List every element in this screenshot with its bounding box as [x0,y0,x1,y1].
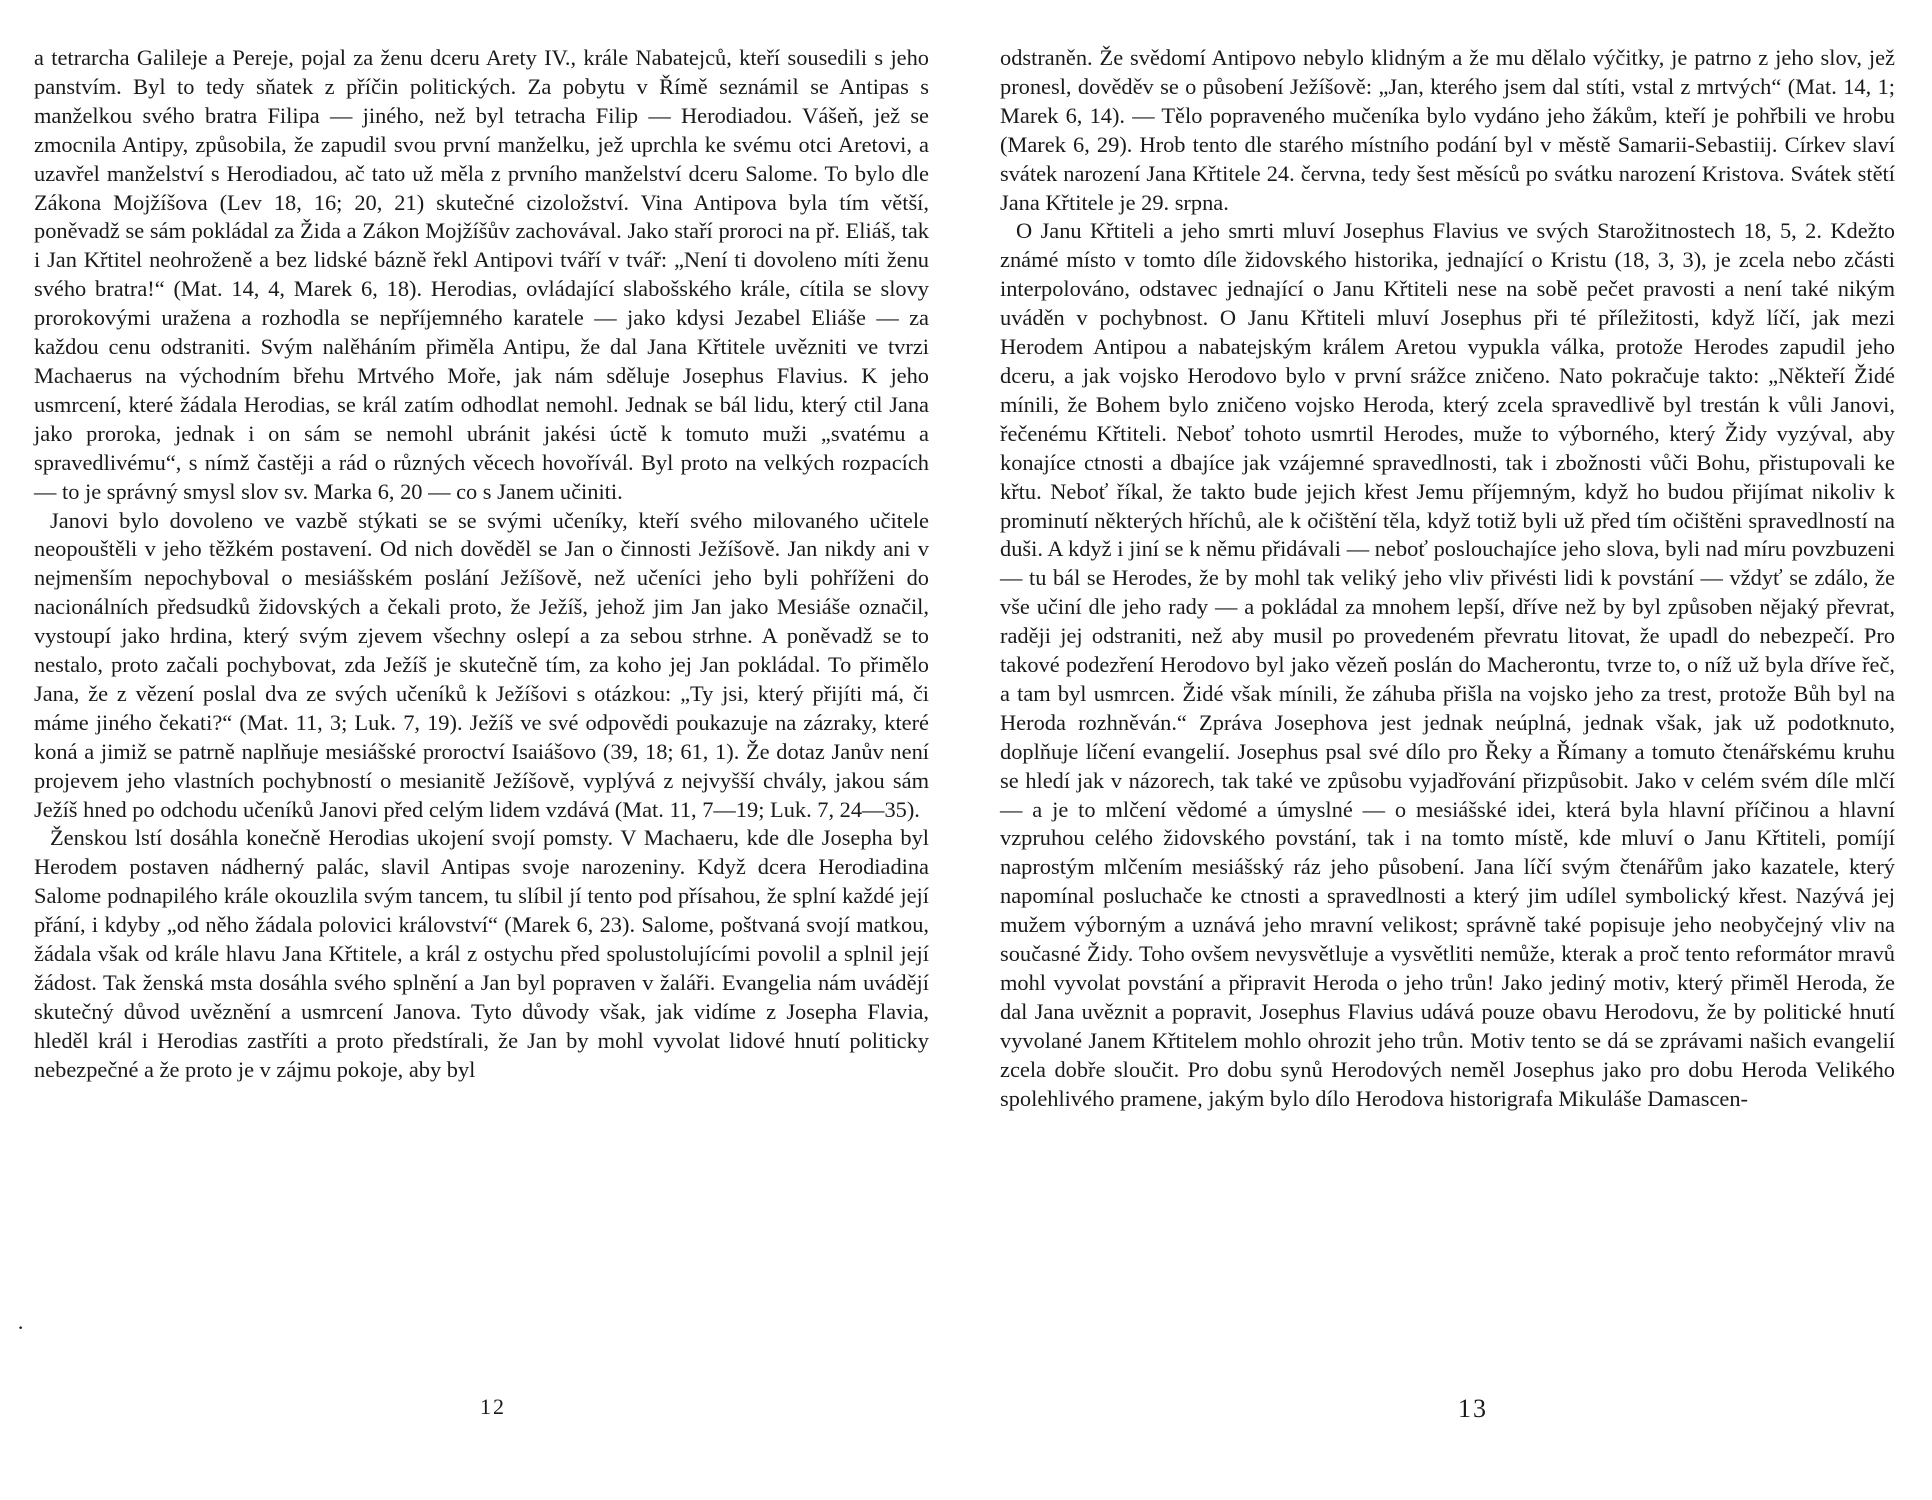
right-paragraph-1: odstraněn. Že svědomí Antipovo nebylo klidným a že mu dělalo výčitky, je patrno z jeho slov, jež pronesl, dověděv se o působení Ježíšově: „Jan, kterého jsem dal stíti, vstal z mrtvých“ (Mat. 14, 1; Marek 6, 14). — Tělo popraveného mučeníka bylo vydáno jeho žákům, kteří je pohřbili ve hrobu (Marek 6, 29). Hrob tento dle starého místního podání byl v městě Samarii-Sebastiij. Církev slaví svátek narození Jana Křtitele 24. června, tedy šest měsíců po svátku narození Kristova. Svátek stětí Jana Křtitele je 29. srpna. [1000,45,1895,215]
right-page [1000,44,1895,1114]
margin-dot-mark: · [17,1315,25,1340]
right-paragraph-2: O Janu Křtiteli a jeho smrti mluví Josephus Flavius ve svých Starožitnostech 18, 5, 2. Kdežto známé místo v tomto díle židovského historika, jednající o Kristu (18, 3, 3), je zcela nebo zčásti interpolováno, odstavec jednající o Janu Křtiteli nese na sobě pečet pravosti a není také nikým uváděn v pochybnost. O Janu Křtiteli mluví Josephus při té příležitosti, když líčí, jak mezi Herodem Antipou a nabatejským králem Aretou vypukla válka, protože Herodes zapudil jeho dceru, a jak vojsko Herodovo bylo v první srážce zničeno. Nato pokračuje takto: „Někteří Židé mínili, že Bohem bylo zničeno vojsko Heroda, který zcela spravedlivě byl trestán k vůli Janovi, řečenému Křtiteli. Neboť tohoto usmrtil Herodes, muže to výborného, který Židy vyzýval, aby konajíce ctnosti a dbajíce jak vzájemné spravedlnosti, tak i zbožnosti vůči Bohu, přistupovali ke křtu. Neboť říkal, že takto bude jejich křest Jemu příjemným, když ho budou přijímat nikoliv k prominutí některých hříchů, ale k očištění těla, když totiž byli už před tím očištěni spravedlností na duši. A když i jiní se k němu přidávali — neboť poslouchajíce jeho slova, byli nad míru povzbuzeni — tu bál se Herodes, že by mohl tak veliký jeho vliv přivésti lidi k povstání — vždyť se zdálo, že vše učiní dle jeho rady — a pokládal za mnohem lepší, dříve než by byl způsoben nějaký převrat, raději jej odstraniti, než aby musil po provedeném převratu litovat, že upadl do nebezpečí. Pro takové podezření Herodovo byl jako vězeň poslán do Macherontu, tvrze to, o níž už byla dříve řeč, a tam byl usmrcen. Židé však mínili, že záhuba přišla na vojsko jeho za trest, protože Bůh byl na Heroda rozhněván.“ Zpráva Josephova jest jednak neúplná, jednak však, jak už podotknuto, doplňuje líčení evangelií. Josephus psal své dílo pro Řeky a Římany a tomuto čtenářskému kruhu se hledí jak v názorech, tak také ve způsobu vyjadřování přizpůsobit. Jako v celém svém díle mlčí — a je to mlčení vědomé a úmyslné — o mesiášské idei, která byla hlavní příčinou a hlavní vzpruhou celého židovského povstání, tak i na tomto místě, kde mluví o Janu Křtiteli, pomíjí naprostým mlčením mesiášský ráz jeho působení. Jana líčí svým čtenářům jako kazatele, který napomínal posluchače ke ctnosti a spravedlnosti a který jim udílel symbolický křest. Nazývá jej mužem výborným a uznává jeho mravní velikost; správně také popisuje jeho neobyčejný vliv na současné Židy. Toho ovšem nevysvětluje a vysvětliti nemůže, kterak a proč tento reformátor mravů mohl vyvolat povstání a připravit Heroda o jeho trůn! Jako jediný motiv, který přiměl Heroda, že dal Jana uvěznit a popravit, Josephus Flavius udává pouze obavu Herodovu, že by politické hnutí vyvolané Janem Křtitelem mohlo ohrozit jeho trůn. Motiv tento se dá se zprávami našich evangelií zcela dobře sloučit. Pro dobu synů Herodových neměl Josephus jako pro dobu Heroda Velikého spolehlivého pramene, jakým bylo dílo Herodova historigrafa Mikuláše Damascen- [1000,218,1895,1111]
page-number-left: 12 [480,1394,506,1419]
left-paragraph-2: Janovi bylo dovoleno ve vazbě stýkati se se svými učeníky, kteří svého milovaného učitele neopouštěli v jeho těžkém postavení. Od nich dověděl se Jan o činnosti Ježíšově. Jan nikdy ani v nejmenším nepochyboval o mesiášském poslání Ježíšově, než učeníci jeho byli pohříženi do nacionálních předsudků židovských a čekali proto, že Ježíš, jehož jim Jan jako Mesiáše označil, vystoupí jako hrdina, který svým zjevem všechny oslepí a za sebou strhne. A poněvadž se to nestalo, proto začali pochybovat, zda Ježíš je skutečně tím, za koho jej Jan pokládal. To přimělo Jana, že z vězení poslal dva ze svých učeníků k Ježíšovi s otázkou: „Ty jsi, který přijíti má, či máme jiného čekati?“ (Mat. 11, 3; Luk. 7, 19). Ježíš ve své odpovědi poukazuje na zázraky, které koná a jimiž se patrně naplňuje mesiášské proroctví Isaiášovo (39, 18; 61, 1). Že dotaz Janův není projevem jeho vlastních pochybností o mesianitě Ježíšově, vyplývá z nejvyšší chvály, jakou sám Ježíš hned po odchodu učeníků Janovi před celým lidem vzdává (Mat. 11, 7—19; Luk. 7, 24—35). [34,507,929,822]
left-paragraph-3: Ženskou lstí dosáhla konečně Herodias ukojení svojí pomsty. V Machaeru, kde dle Josepha byl Herodem postaven nádherný palác, slavil Antipas svoje narozeniny. Když dcera Herodiadina Salome podnapilého krále okouzlila svým tancem, tu slíbil jí tento pod přísahou, že splní každé její přání, i kdyby „od něho žádala polovici království“ (Marek 6, 23). Salome, poštvaná svojí matkou, žádala však od krále hlavu Jana Křtitele, a král z ostychu před spolustolujícími povolil a splnil její žádost. Tak ženská msta dosáhla svého splnění a Jan byl popraven v žaláři. Evangelia nám uvádějí skutečný důvod uvěznění a usmrcení Janova. Tyto důvody však, jak vidíme z Josepha Flavia, hleděl král i Herodias zastříti a proto předstírali, že Jan by mohl vyvolat lidové hnutí politicky nebezpečné a že proto je v zájmu pokoje, aby byl [34,825,929,1082]
left-paragraph-1: a tetrarcha Galileje a Pereje, pojal za ženu dceru Arety IV., krále Nabatejců, kteří sousedili s jeho panstvím. Byl to tedy sňatek z příčin politických. Za pobytu v Římě seznámil se Antipas s manželkou svého bratra Filipa — jiného, než byl tetracha Filip — Herodiadou. Vášeň, jež se zmocnila Antipy, způsobila, že zapudil svou první manželku, jež uprchla ke svému otci Aretovi, a uzavřel manželství s Herodiadou, ač tato už měla z prvního manželství dceru Salome. To bylo dle Zákona Mojžíšova (Lev 18, 16; 20, 21) skutečné cizoložství. Vina Antipova byla tím větší, poněvadž se sám pokládal za Žida a Zákon Mojžíšův zachovával. Jako staří proroci na př. Eliáš, tak i Jan Křtitel neohroženě a bez lidské bázně řekl Antipovi tváří v tvář: „Není ti dovoleno míti ženu svého bratra!“ (Mat. 14, 4, Marek 6, 18). Herodias, ovládající slabošského krále, cítila se slovy prorokovými uražena a rozhodla se nepříjemného karatele — jako kdysi Jezabel Eliáše — za každou cenu odstraniti. Svým nalěháním přiměla Antipu, že dal Jana Křtitele uvězniti ve tvrzi Machaerus na východním břehu Mrtvého Moře, jak nám sděluje Josephus Flavius. K jeho usmrcení, které žádala Herodias, se král zatím odhodlat nemohl. Jednak se bál lidu, který ctil Jana jako proroka, jednak i on sám se nemohl ubránit jakési úctě k tomuto muži „svatému a spravedlivému“, s nímž častěji a rád o různých věcech hovořívál. Byl proto na velkých rozpacích — to je správný smysl slov sv. Marka 6, 20 — co s Janem učiniti. [34,45,929,504]
page-number-right: 13 [1458,1394,1488,1423]
left-page [34,44,929,1085]
